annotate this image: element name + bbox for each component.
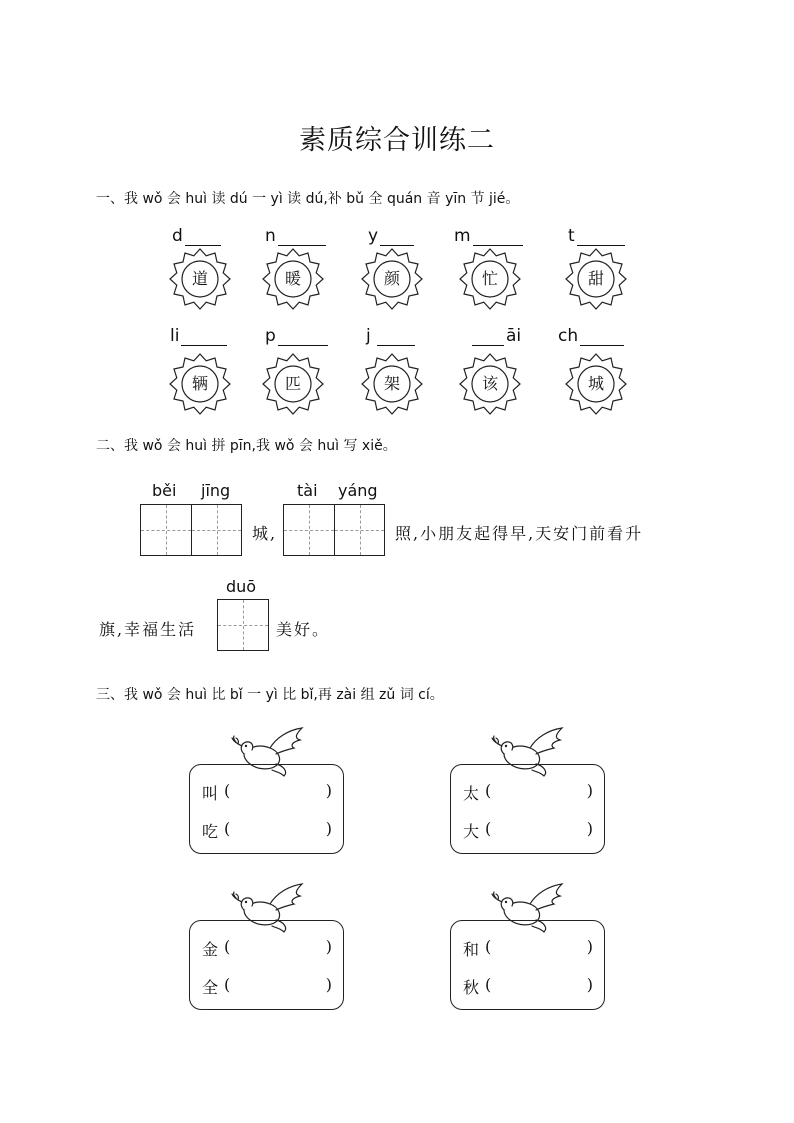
word-card: 金 ( ) 全 ( ) [189, 920, 344, 1010]
sun-character: 暖 [261, 247, 325, 311]
pinyin-label: yáng [338, 481, 378, 500]
sun-character: 忙 [458, 247, 522, 311]
pinyin-blank[interactable]: ch [558, 326, 624, 346]
dove-eye [245, 901, 247, 903]
sun-character: 架 [360, 352, 424, 416]
pinyin-label: tài [297, 481, 318, 500]
sentence-text: 美好。 [276, 620, 331, 639]
sun-character: 该 [458, 352, 522, 416]
pinyin-blank[interactable]: j [366, 326, 415, 346]
sun-character: 道 [168, 247, 232, 311]
pinyin-blank[interactable]: āi [472, 326, 521, 346]
sun-character: 甜 [564, 247, 628, 311]
sun-character: 城 [564, 352, 628, 416]
pinyin-blank[interactable]: t [568, 226, 625, 246]
sun-character: 颜 [360, 247, 424, 311]
pinyin-blank[interactable]: n [265, 226, 326, 246]
dove-eye [505, 745, 507, 747]
dove-eye [505, 901, 507, 903]
pinyin-label: jīng [201, 481, 231, 500]
page-title: 素质综合训练二 [299, 125, 495, 156]
pinyin-label: běi [152, 481, 177, 500]
dove-eye [245, 745, 247, 747]
writing-grid-taiyang[interactable] [283, 504, 385, 556]
writing-grid-duo[interactable] [217, 599, 269, 651]
question-2-heading: 二、我 wǒ 会 huì 拼 pīn,我 wǒ 会 huì 写 xiě。 [96, 438, 397, 454]
sentence-text: 城, [252, 524, 278, 543]
word-card: 太 ( ) 大 ( ) [450, 764, 605, 854]
pinyin-label: duō [226, 577, 257, 596]
sun-character: 辆 [168, 352, 232, 416]
sentence-text: 照,小朋友起得早,天安门前看升 [395, 524, 644, 543]
sun-character: 匹 [261, 352, 325, 416]
word-card: 叫 ( ) 吃 ( ) [189, 764, 344, 854]
question-3-heading: 三、我 wǒ 会 huì 比 bǐ 一 yì 比 bǐ,再 zài 组 zǔ 词 cí。 [96, 687, 444, 703]
pinyin-blank[interactable]: d [172, 226, 221, 246]
sentence-text: 旗,幸福生活 [99, 620, 197, 639]
olive-branch [492, 892, 502, 902]
olive-branch [232, 892, 242, 902]
olive-branch [492, 736, 502, 746]
pinyin-blank[interactable]: p [265, 326, 328, 346]
writing-grid-beijing[interactable] [140, 504, 242, 556]
word-card: 和 ( ) 秋 ( ) [450, 920, 605, 1010]
pinyin-blank[interactable]: li [170, 326, 227, 346]
pinyin-blank[interactable]: y [368, 226, 414, 246]
pinyin-blank[interactable]: m [454, 226, 523, 246]
olive-branch [232, 736, 242, 746]
question-1-heading: 一、我 wǒ 会 huì 读 dú 一 yì 读 dú,补 bǔ 全 quán 音 yīn 节 jié。 [96, 191, 520, 207]
